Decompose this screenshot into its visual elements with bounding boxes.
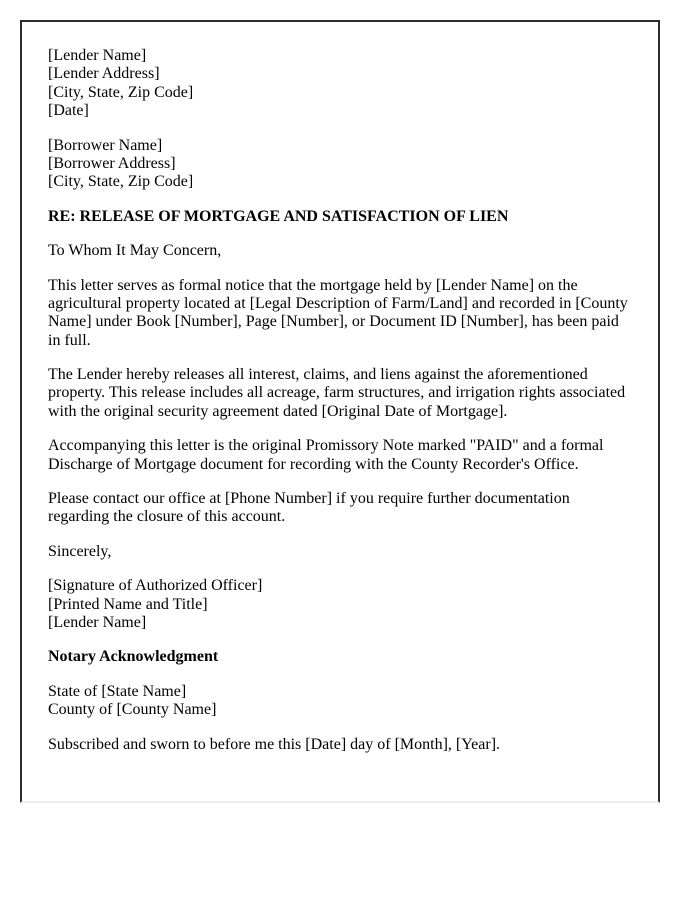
body-paragraph-4: Please contact our office at [Phone Number] if you require further documentation regarding the closure of this account. xyxy=(48,490,570,526)
notary-jurisdiction-block xyxy=(48,683,632,720)
signature-line: [Signature of Authorized Officer] xyxy=(48,577,263,595)
letter-date: [Date] xyxy=(48,102,89,120)
subject-line: RE: RELEASE OF MORTGAGE AND SATISFACTION OF LIEN xyxy=(48,207,509,225)
printed-name-title-line: [Printed Name and Title] xyxy=(48,595,208,613)
sender-address-block xyxy=(48,47,632,121)
recipient-city-state-zip: [City, State, Zip Code] xyxy=(48,173,194,191)
body-paragraph-3: Accompanying this letter is the original Promissory Note marked "PAID" and a formal Discharge of Mortgage document for recording with the County Recorder's Office. xyxy=(48,437,604,473)
recipient-address: [Borrower Address] xyxy=(48,154,176,172)
closing: Sincerely, xyxy=(48,542,112,560)
sender-name: [Lender Name] xyxy=(48,47,147,64)
body-paragraph-1: This letter serves as formal notice that the mortgage held by [Lender Name] on the agricultural property located at [Legal Description of Farm/Land] and recorded in [County Name] under Book [Number], Page [Number], or Document ID [Number], has been paid in full. xyxy=(48,276,628,349)
notary-heading: Notary Acknowledgment xyxy=(48,648,219,666)
signature-block xyxy=(48,577,632,632)
recipient-name: [Borrower Name] xyxy=(48,136,163,154)
notary-state-line: State of [State Name] xyxy=(48,682,187,700)
letter-page xyxy=(20,20,660,803)
signature-lender-name-line: [Lender Name] xyxy=(48,613,147,631)
sender-city-state-zip: [City, State, Zip Code] xyxy=(48,83,194,101)
sender-address: [Lender Address] xyxy=(48,65,160,83)
salutation: To Whom It May Concern, xyxy=(48,242,222,260)
notary-county-line: County of [County Name] xyxy=(48,701,217,719)
recipient-address-block xyxy=(48,137,632,192)
body-paragraph-2: The Lender hereby releases all interest, claims, and liens against the aforementioned property. This release includes all acreage, farm structures, and irrigation rights associated with the original security agreement dated [Original Date of Mortgage]. xyxy=(48,366,626,420)
notary-attestation: Subscribed and sworn to before me this [Date] day of [Month], [Year]. xyxy=(48,735,501,753)
